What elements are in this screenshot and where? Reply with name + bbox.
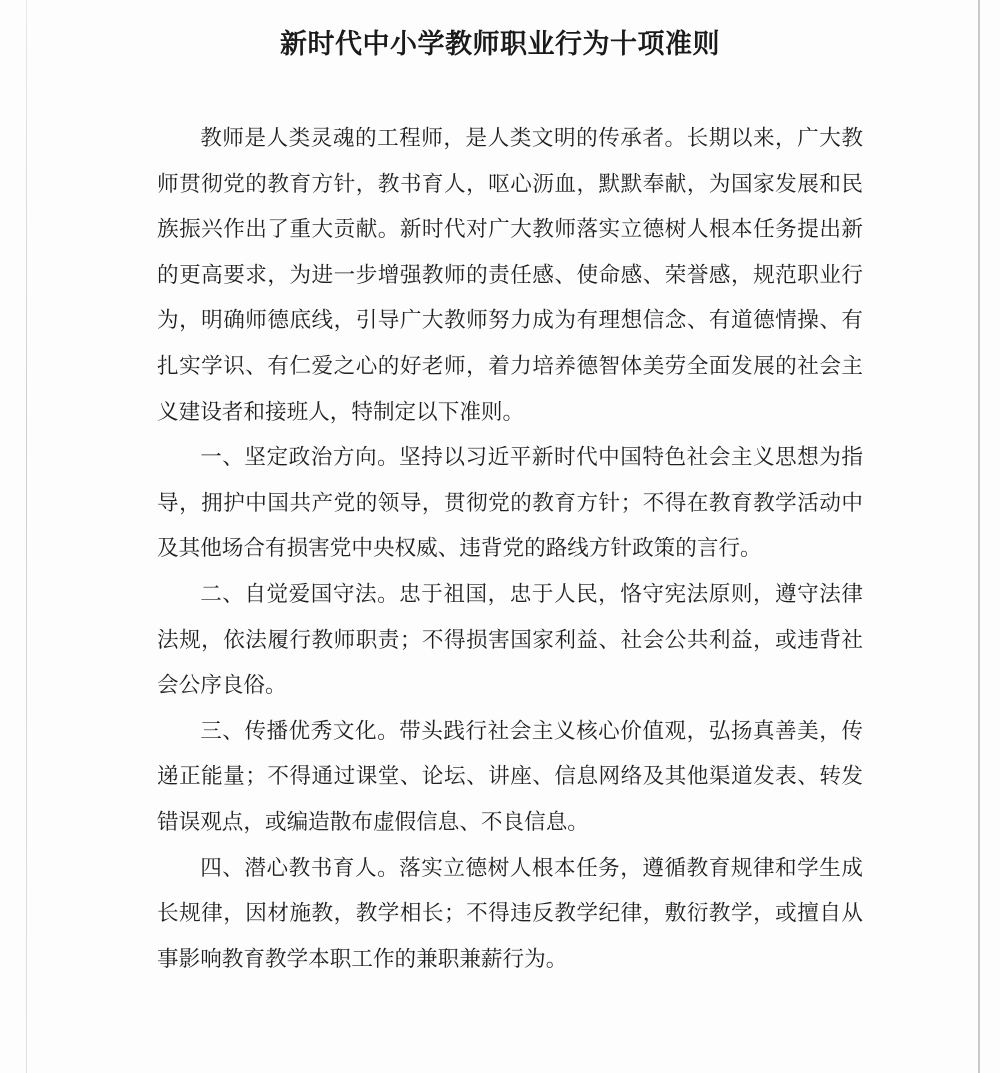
article-4-paragraph: 四、潜心教书育人。落实立德树人根本任务，遵循教育规律和学生成长规律，因材施教，教学相长；不得违反教学纪律，敷衍教学，或擅自从事影响教育教学本职工作的兼职兼薪行为。 xyxy=(157,855,863,972)
preamble-paragraph: 教师是人类灵魂的工程师，是人类文明的传承者。长期以来，广大教师贯彻党的教育方针，教书育人，呕心沥血，默默奉献，为国家发展和民族振兴作出了重大贡献。新时代对广大教师落实立德树人根本任务提出新的更高要求，为进一步增强教师的责任感、使命感、荣誉感，规范职业行为，明确师德底线，引导广大教师努力成为有理想信念、有道德情操、有扎实学识、有仁爱之心的好老师，着力培养德智体美劳全面发展的社会主义建设者和接班人，特制定以下准则。 xyxy=(157,126,863,425)
article-1-paragraph: 一、坚定政治方向。坚持以习近平新时代中国特色社会主义思想为指导，拥护中国共产党的领导，贯彻党的教育方针；不得在教育教学活动中及其他场合有损害党中央权威、违背党的路线方针政策的言行。 xyxy=(157,445,863,562)
page-right-edge xyxy=(978,0,980,1073)
page-left-edge xyxy=(26,0,27,1073)
document-title: 新时代中小学教师职业行为十项准则 xyxy=(280,29,720,60)
article-2-paragraph: 二、自觉爱国守法。忠于祖国，忠于人民，恪守宪法原则，遵守法律法规，依法履行教师职责；不得损害国家利益、社会公共利益，或违背社会公序良俗。 xyxy=(157,581,863,699)
document-body xyxy=(157,116,863,982)
article-3-paragraph: 三、传播优秀文化。带头践行社会主义核心价值观，弘扬真善美，传递正能量；不得通过课堂、论坛、讲座、信息网络及其他渠道发表、转发错误观点，或编造散布虚假信息、不良信息。 xyxy=(157,718,863,835)
